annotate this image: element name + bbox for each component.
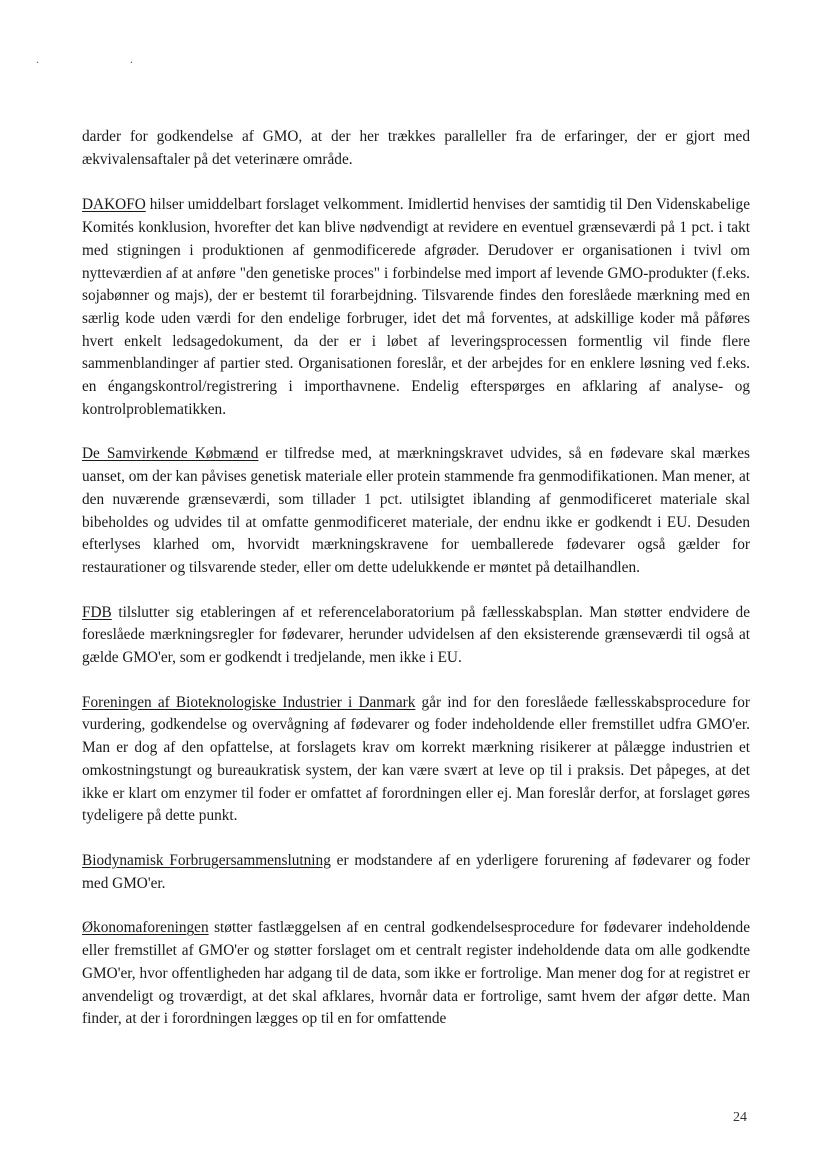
paragraph-fdb: [82, 602, 750, 670]
paragraph-dakofo: [82, 194, 750, 421]
organization-name: DAKOFO: [82, 196, 146, 214]
organization-name: Økonomaforeningen: [82, 919, 209, 937]
paragraph-text: støtter fastlæggelsen af en central godkendelsesprocedure for fødevarer indeholdende eller fremstillet af GMO'er og støtter forslaget om et centralt register indeholdende data om alle godkendte GMO'er, hvor offentligheden har adgang til de data, som ikke er fortrolige. Man mener dog for at registret er anvendeligt og troværdigt, at det skal afklares, hvornår data er fortrolige, samt hvem der afgør dette. Man finder, at der i forordningen lægges op til en for omfattende: [82, 919, 750, 1028]
paragraph-text: hilser umiddelbart forslaget velkomment. Imidlertid henvises der samtidig til Den Videnskabelige Komités konklusion, hvorefter det kan blive nødvendigt at revidere en eventuel grænseværdi på 1 pct. i takt med stigningen i produktionen af genmodificerede afgrøder. Derudover er organisationen i tvivl om nytteværdien af at anføre "den genetiske proces" i forbindelse med import af levende GMO-produkter (f.eks. sojabønner og majs), der er bestemt til forarbejdning. Tilsvarende findes den foreslåede mærkning med en særlig kode uden værdi for den endelige forbruger, idet det må forventes, at adskillige koder må påføres hvert enkelt ledsagedokument, da der er i løbet af leveringsprocessen formentlig vil finde flere sammenblandinger af partier sted. Organisationen foreslår, et der arbejdes for en enklere løsning ved f.eks. en éngangskontrol/registrering i importhavnene. Endelig efterspørges en afklaring af analyse- og kontrolproblematikken.: [82, 196, 750, 418]
paragraph-okonomaforeningen: [82, 917, 750, 1031]
scan-marks: . .: [36, 52, 177, 66]
paragraph-text: er modstandere af en yderligere forurening af fødevarer og foder med GMO'er.: [82, 851, 750, 892]
organization-name: Foreningen af Bioteknologiske Industrier i Danmark: [82, 693, 416, 711]
document-body: [82, 126, 750, 1053]
organization-name: De Samvirkende Købmænd: [82, 445, 259, 463]
organization-name: FDB: [82, 603, 112, 621]
paragraph-biodynamisk-forbrugersammenslutning: [82, 850, 750, 895]
paragraph-text: darder for godkendelse af GMO, at der her trækkes paralleller fra de erfaringer, der er gjort med ækvivalensaftaler på det veterinære område.: [82, 128, 750, 168]
paragraph-text: tilslutter sig etableringen af et referencelaboratorium på fællesskabsplan. Man støtter endvidere de foreslåede mærkningsregler for fødevarer, herunder udvidelsen af den eksisterende grænseværdi til også at gælde GMO'er, som er godkendt i tredjelande, men ikke i EU.: [82, 603, 750, 667]
page-number: 24: [733, 1110, 747, 1125]
paragraph-bioteknologiske-industrier: [82, 692, 750, 828]
paragraph-samvirkende-kobmaend: [82, 443, 750, 579]
paragraph-text: går ind for den foreslåede fællesskabsprocedure for vurdering, godkendelse og overvågning af fødevarer og foder indeholdende eller fremstillet udfra GMO'er. Man er dog af den opfattelse, at forslagets krav om korrekt mærkning risikerer at pålægge industrien et omkostningstungt og bureaukratisk system, der kan være svært at leve op til i praksis. Det påpeges, at det ikke er klart om enzymer til foder er omfattet af forordningen eller ej. Man foreslår derfor, at forslaget gøres tydeligere på dette punkt.: [82, 693, 750, 825]
paragraph-intro: [82, 126, 750, 171]
paragraph-text: er tilfredse med, at mærkningskravet udvides, så en fødevare skal mærkes uanset, om der kan påvises genetisk materiale eller protein stammende fra genmodifikationen. Man mener, at den nuværende grænseværdi, som tillader 1 pct. utilsigtet iblanding af genmodificeret materiale skal bibeholdes og udvides til at omfatte genmodificeret materiale, der endnu ikke er godkendt i EU. Desuden efterlyses klarhed om, hvorvidt mærkningskravene for uemballerede fødevarer også gælder for restaurationer og tilsvarende steder, eller om dette udelukkende er møntet på detailhandlen.: [82, 445, 750, 576]
organization-name: Biodynamisk Forbrugersammenslutning: [82, 851, 331, 869]
